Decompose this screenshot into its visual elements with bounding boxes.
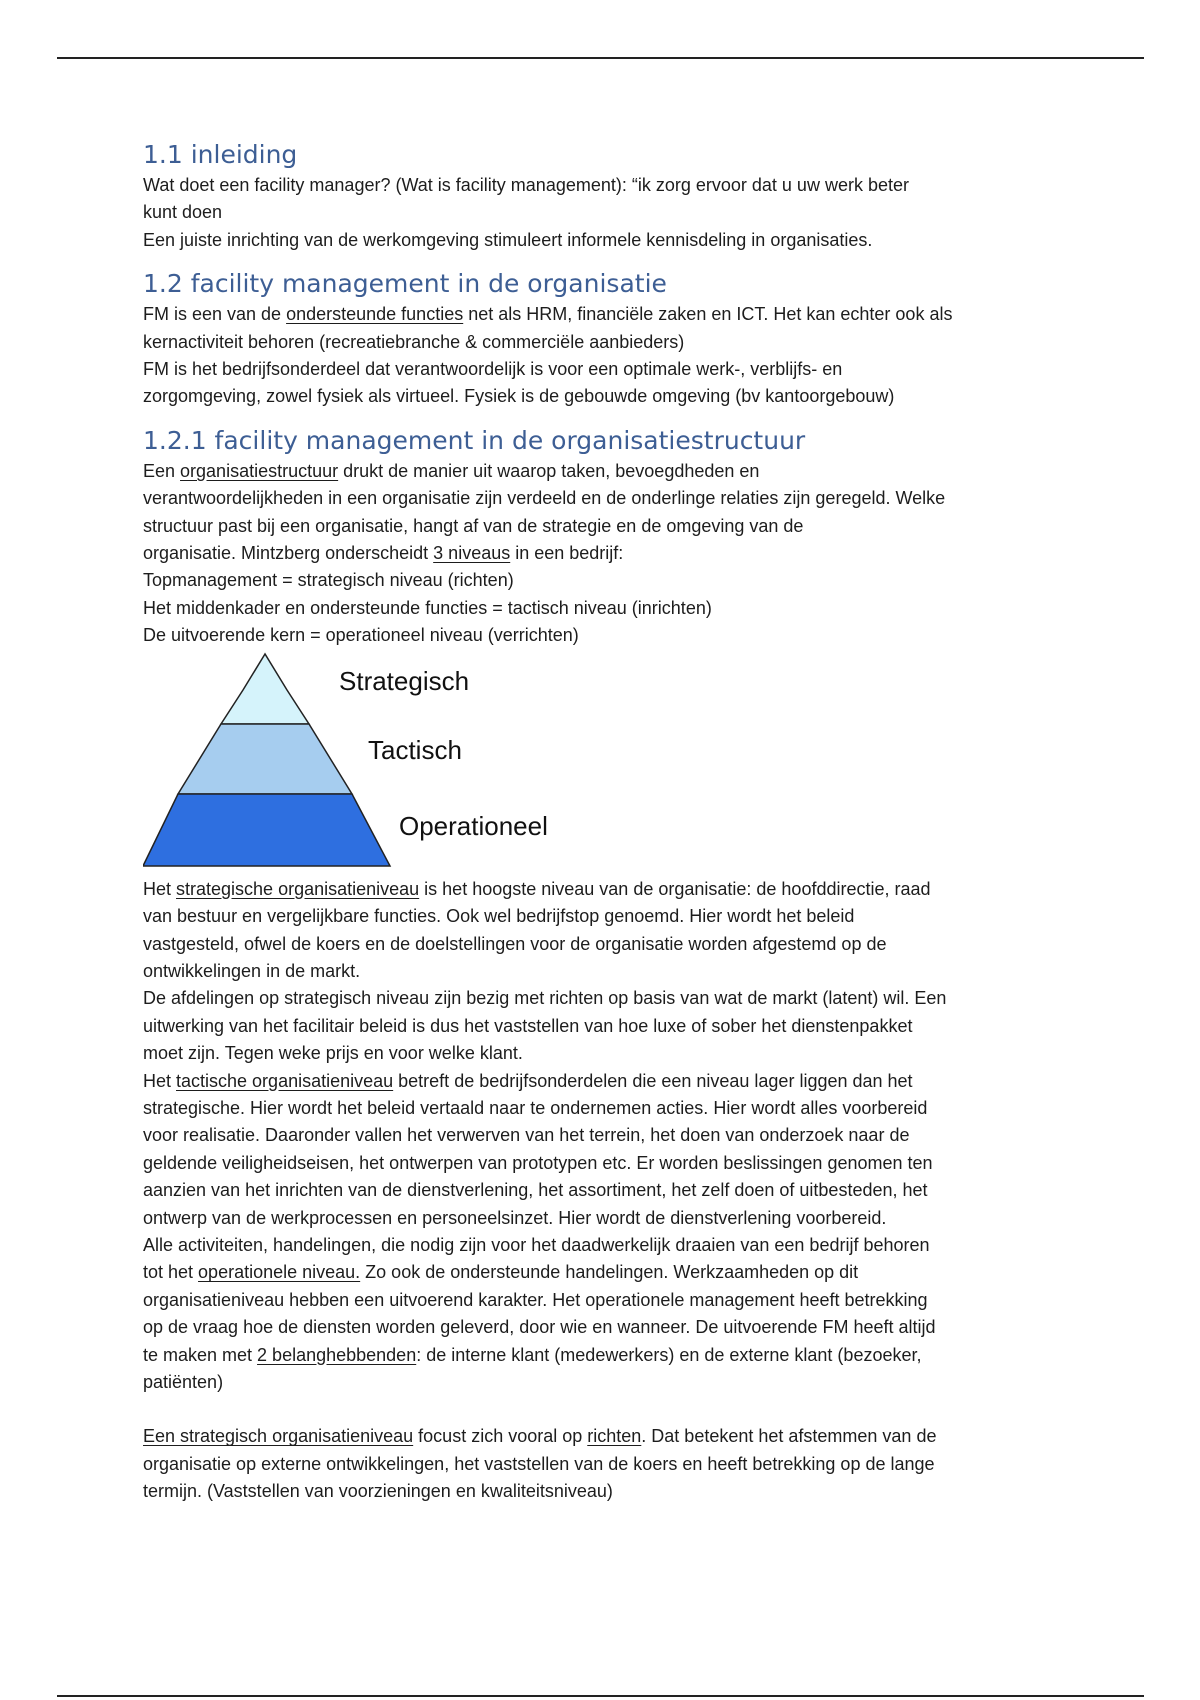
paragraph-line: te maken met 2 belanghebbenden: de interne klant (medewerkers) en de externe klant (bezoeker, bbox=[143, 1344, 922, 1365]
paragraph-line: tot het operationele niveau. Zo ook de ondersteunde handelingen. Werkzaamheden op dit bbox=[143, 1262, 859, 1283]
paragraph-line: zorgomgeving, zowel fysiek als virtueel. Fysiek is de gebouwde omgeving (bv kantoorgebouw) bbox=[143, 386, 895, 407]
pyramid-tier-strategisch bbox=[221, 654, 309, 724]
paragraph-line: Een juiste inrichting van de werkomgeving stimuleert informele kennisdeling in organisaties. bbox=[143, 229, 873, 250]
paragraph-line: Wat doet een facility manager? (Wat is facility management): “ik zorg ervoor dat u uw werk beter bbox=[143, 175, 909, 195]
footer-rule bbox=[57, 1695, 1144, 1697]
paragraph-line: Alle activiteiten, handelingen, die nodig zijn voor het daadwerkelijk draaien van een bedrijf behoren bbox=[143, 1234, 930, 1255]
paragraph-line: FM is een van de ondersteunde functies net als HRM, financiële zaken en ICT. Het kan echter ook als bbox=[143, 304, 953, 325]
paragraph-line: moet zijn. Tegen weke prijs en voor welke klant. bbox=[143, 1043, 523, 1064]
header-rule bbox=[57, 57, 1144, 59]
mintzberg-pyramid bbox=[143, 652, 703, 872]
paragraph-line: organisatie. Mintzberg onderscheidt 3 niveaus in een bedrijf: bbox=[143, 543, 624, 564]
pyramid-label-operationeel: Operationeel bbox=[399, 810, 548, 841]
underlined-term: operationele niveau. bbox=[198, 1262, 361, 1283]
pyramid-tier-tactisch bbox=[178, 724, 352, 794]
pyramid-label-tactisch: Tactisch bbox=[368, 734, 462, 765]
underlined-term: strategische organisatieniveau bbox=[176, 878, 420, 899]
heading-organisatiestructuur: 1.2.1 facility management in de organisatiestructuur bbox=[143, 425, 806, 455]
underlined-term: ondersteunde functies bbox=[286, 304, 464, 325]
paragraph-line: verantwoordelijkheden in een organisatie zijn verdeeld en de onderlinge relaties zijn geregeld. Welke bbox=[143, 488, 946, 509]
paragraph-line: vastgesteld, ofwel de koers en de doelstellingen voor de organisatie worden afgestemd op de bbox=[143, 933, 887, 954]
paragraph-line: Het tactische organisatieniveau betreft de bedrijfsonderdelen die een niveau lager liggen dan het bbox=[143, 1070, 913, 1091]
paragraph-line: organisatieniveau hebben een uitvoerend karakter. Het operationele management heeft betrekking bbox=[143, 1289, 928, 1310]
underlined-term: Een strategisch organisatieniveau bbox=[143, 1426, 414, 1447]
paragraph-line: ontwikkelingen in de markt. bbox=[143, 960, 361, 981]
paragraph-line: uitwerking van het facilitair beleid is dus het vaststellen van hoe luxe of sober het dienstenpakket bbox=[143, 1015, 913, 1036]
paragraph-line: patiënten) bbox=[143, 1372, 224, 1392]
pyramid-label-strategisch: Strategisch bbox=[339, 665, 470, 696]
heading-facility-management-organisatie: 1.2 facility management in de organisatie bbox=[143, 269, 667, 299]
underlined-term: tactische organisatieniveau bbox=[176, 1070, 394, 1091]
paragraph-line: Een strategisch organisatieniveau focust zich vooral op richten. Dat betekent het afstemmen van de bbox=[143, 1426, 937, 1447]
paragraph-line: ontwerp van de werkprocessen en personeelsinzet. Hier wordt de dienstverlening voorbereid. bbox=[143, 1207, 887, 1228]
paragraph-line: Het strategische organisatieniveau is het hoogste niveau van de organisatie: de hoofddirectie, raad bbox=[143, 878, 931, 899]
paragraph-line: FM is het bedrijfsonderdeel dat verantwoordelijk is voor een optimale werk-, verblijfs- en bbox=[143, 359, 843, 380]
paragraph-line: van bestuur en vergelijkbare functies. Ook wel bedrijfstop genoemd. Hier wordt het beleid bbox=[143, 906, 855, 927]
paragraph-line: kernactiviteit behoren (recreatiebranche & commerciële aanbieders) bbox=[143, 331, 685, 352]
paragraph-line: structuur past bij een organisatie, hangt af van de strategie en de omgeving van de bbox=[143, 515, 804, 536]
paragraph-line: De afdelingen op strategisch niveau zijn bezig met richten op basis van wat de markt (latent) wil. Een bbox=[143, 988, 947, 1009]
paragraph-line: organisatie op externe ontwikkelingen, het vaststellen van de koers en heeft betrekking op de lange bbox=[143, 1453, 935, 1474]
paragraph-line: Topmanagement = strategisch niveau (richten) bbox=[143, 570, 514, 591]
underlined-term: 2 belanghebbenden bbox=[257, 1344, 417, 1365]
paragraph-line: Een organisatiestructuur drukt de manier uit waarop taken, bevoegdheden en bbox=[143, 460, 760, 481]
heading-inleiding: 1.1 inleiding bbox=[143, 140, 298, 169]
paragraph-line: Het middenkader en ondersteunde functies = tactisch niveau (inrichten) bbox=[143, 597, 712, 618]
document-body bbox=[143, 138, 1063, 1506]
paragraph-line: geldende veiligheidseisen, het ontwerpen van prototypen etc. Er worden beslissingen genomen ten bbox=[143, 1152, 933, 1173]
pyramid-tier-operationeel bbox=[143, 794, 390, 866]
paragraph-line: De uitvoerende kern = operationeel niveau (verrichten) bbox=[143, 625, 579, 646]
paragraph-line: op de vraag hoe de diensten worden geleverd, door wie en wanneer. De uitvoerende FM heeft altijd bbox=[143, 1317, 936, 1338]
paragraph-line: voor realisatie. Daaronder vallen het verwerven van het terrein, het doen van onderzoek naar de bbox=[143, 1125, 910, 1146]
underlined-term: 3 niveaus bbox=[433, 543, 511, 564]
paragraph-line: strategische. Hier wordt het beleid vertaald naar te ondernemen acties. Hier wordt alles voorbereid bbox=[143, 1097, 928, 1118]
underlined-term: richten bbox=[587, 1426, 642, 1447]
underlined-term: organisatiestructuur bbox=[180, 460, 339, 481]
paragraph-line: kunt doen bbox=[143, 202, 223, 223]
paragraph-line: aanzien van het inrichten van de dienstverlening, het assortiment, het zelf doen of uitbesteden, het bbox=[143, 1180, 928, 1201]
paragraph-line: termijn. (Vaststellen van voorzieningen en kwaliteitsniveau) bbox=[143, 1481, 613, 1502]
